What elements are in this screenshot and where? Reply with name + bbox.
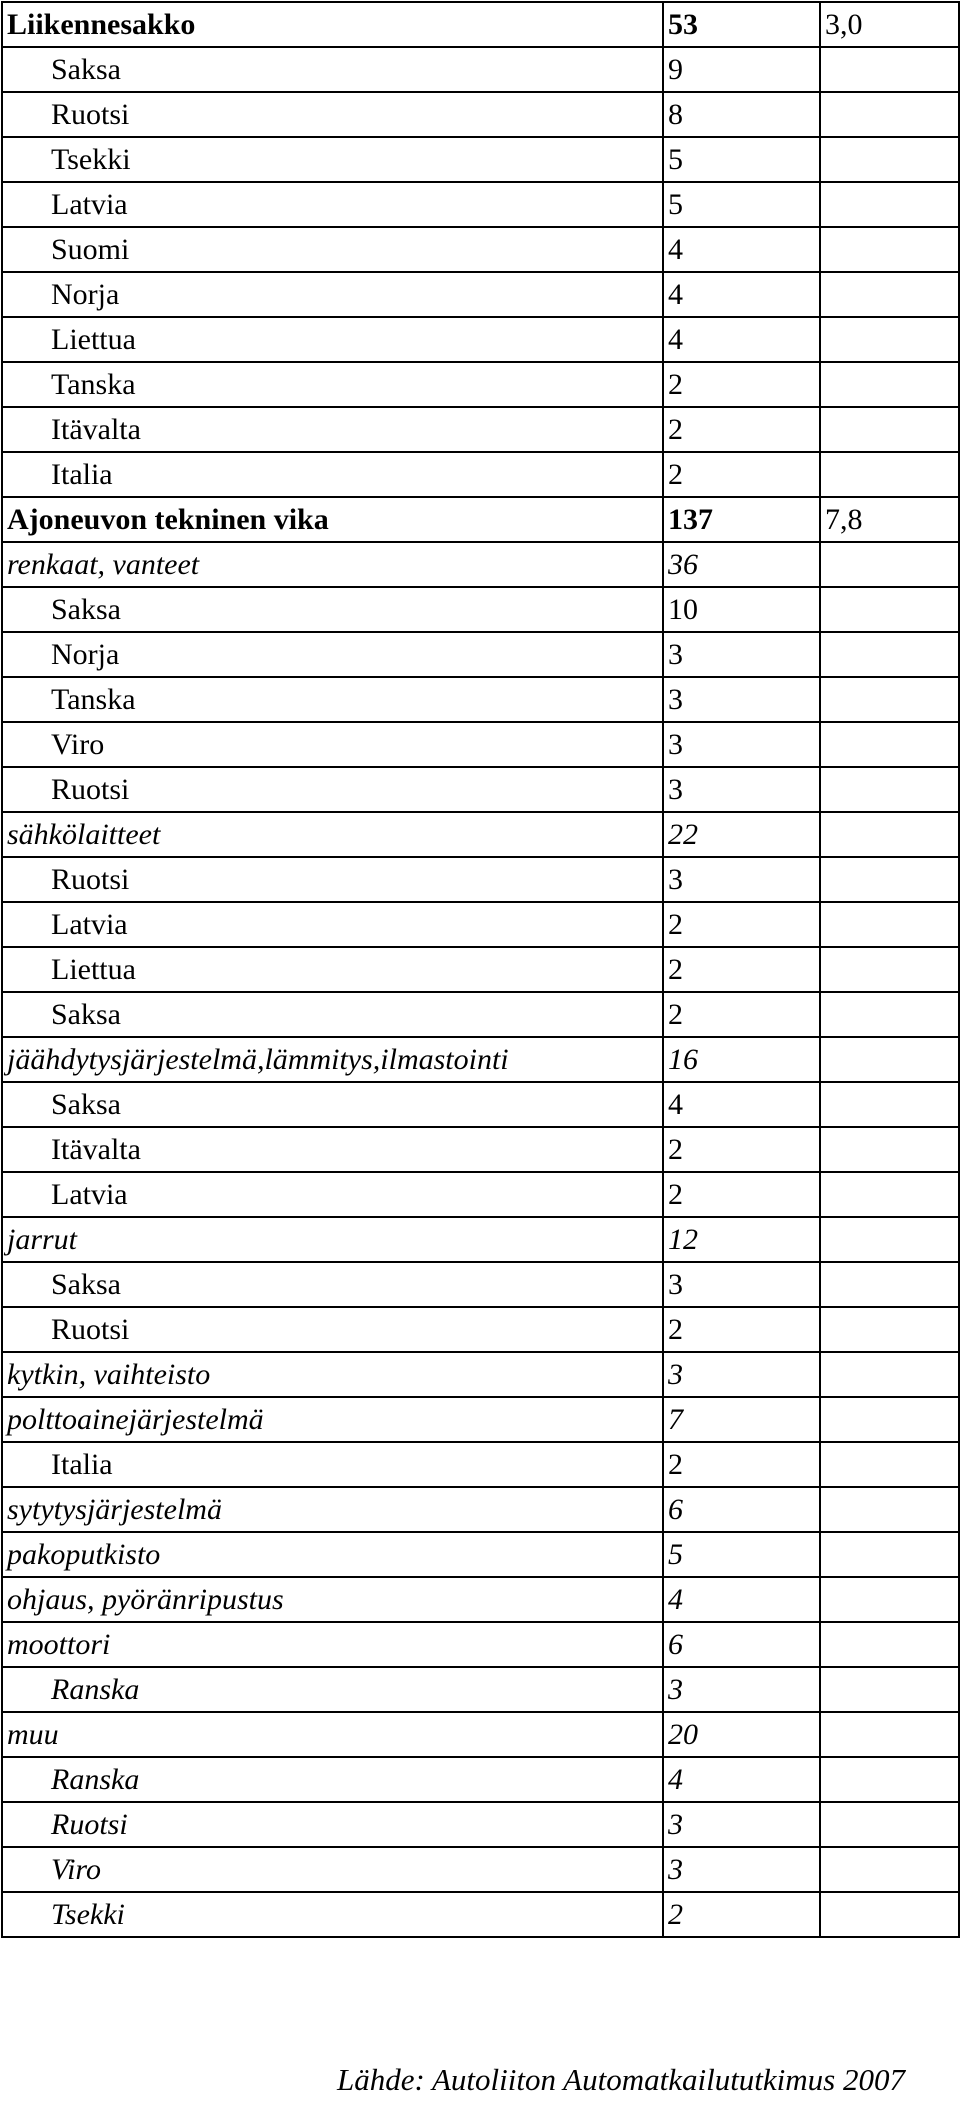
row-percent [820,317,959,362]
row-label: Saksa [2,47,663,92]
row-percent [820,992,959,1037]
row-count: 5 [663,182,820,227]
table-row [2,947,959,992]
row-label: Ruotsi [2,1802,663,1847]
row-percent [820,1757,959,1802]
row-label: Viro [2,1847,663,1892]
row-count: 2 [663,1442,820,1487]
row-percent [820,1712,959,1757]
row-percent [820,1487,959,1532]
table-row [2,1712,959,1757]
row-count: 4 [663,1757,820,1802]
row-label: polttoainejärjestelmä [2,1397,663,1442]
row-percent [820,1667,959,1712]
row-count: 36 [663,542,820,587]
table-row [2,92,959,137]
row-percent [820,272,959,317]
row-count: 2 [663,902,820,947]
row-count: 3 [663,767,820,812]
row-count: 3 [663,1847,820,1892]
row-label: Latvia [2,182,663,227]
row-percent [820,1352,959,1397]
row-label: Norja [2,272,663,317]
row-label: moottori [2,1622,663,1667]
row-percent [820,812,959,857]
row-count: 3 [663,1667,820,1712]
row-percent [820,587,959,632]
table-row [2,317,959,362]
table-row [2,722,959,767]
data-table [1,1,960,1938]
table-row [2,1442,959,1487]
row-label: kytkin, vaihteisto [2,1352,663,1397]
row-count: 3 [663,1352,820,1397]
row-percent [820,722,959,767]
table-row [2,47,959,92]
table-row [2,137,959,182]
table-row [2,1757,959,1802]
table-row [2,542,959,587]
table-row [2,1397,959,1442]
row-count: 2 [663,992,820,1037]
row-count: 2 [663,1892,820,1937]
row-label: sytytysjärjestelmä [2,1487,663,1532]
table-row [2,992,959,1037]
row-count: 2 [663,947,820,992]
row-percent: 3,0 [820,2,959,47]
table-row [2,497,959,542]
row-percent [820,947,959,992]
row-label: Latvia [2,902,663,947]
row-percent [820,542,959,587]
table-row [2,677,959,722]
row-label: renkaat, vanteet [2,542,663,587]
table-row [2,812,959,857]
row-percent [820,1892,959,1937]
table-row [2,182,959,227]
table-row [2,1127,959,1172]
row-percent [820,452,959,497]
row-count: 5 [663,137,820,182]
row-count: 3 [663,632,820,677]
row-count: 20 [663,1712,820,1757]
row-count: 3 [663,677,820,722]
row-count: 137 [663,497,820,542]
table-row [2,227,959,272]
source-note: Lähde: Autoliiton Automatkailututkimus 2007 [336,2062,905,2097]
row-count: 2 [663,452,820,497]
row-count: 4 [663,272,820,317]
row-percent [820,1172,959,1217]
row-label: Ruotsi [2,1307,663,1352]
row-count: 6 [663,1622,820,1667]
table-row [2,407,959,452]
table-row [2,767,959,812]
row-percent [820,1127,959,1172]
row-percent [820,1442,959,1487]
row-label: Saksa [2,587,663,632]
row-count: 3 [663,857,820,902]
row-count: 12 [663,1217,820,1262]
table-row [2,1037,959,1082]
row-percent [820,362,959,407]
row-count: 4 [663,317,820,362]
row-percent [820,407,959,452]
row-count: 2 [663,407,820,452]
row-count: 4 [663,227,820,272]
row-count: 10 [663,587,820,632]
row-percent [820,92,959,137]
row-label: Italia [2,452,663,497]
row-count: 3 [663,1802,820,1847]
row-percent [820,1532,959,1577]
row-label: Saksa [2,1262,663,1307]
row-label: Ranska [2,1667,663,1712]
row-label: Tsekki [2,137,663,182]
table-row [2,1802,959,1847]
table-row [2,1307,959,1352]
row-count: 2 [663,1127,820,1172]
row-count: 5 [663,1532,820,1577]
table-row [2,272,959,317]
table-row [2,1352,959,1397]
row-label: Liikennesakko [2,2,663,47]
row-percent [820,1847,959,1892]
row-label: Italia [2,1442,663,1487]
row-label: Tanska [2,677,663,722]
row-label: muu [2,1712,663,1757]
row-count: 7 [663,1397,820,1442]
row-percent [820,47,959,92]
table-row [2,1172,959,1217]
row-label: jäähdytysjärjestelmä,lämmitys,ilmastointi [2,1037,663,1082]
row-count: 6 [663,1487,820,1532]
row-label: Liettua [2,947,663,992]
row-percent: 7,8 [820,497,959,542]
row-label: Saksa [2,992,663,1037]
row-label: Liettua [2,317,663,362]
table-row [2,632,959,677]
row-percent [820,1037,959,1082]
row-label: sähkölaitteet [2,812,663,857]
row-count: 2 [663,1307,820,1352]
row-label: jarrut [2,1217,663,1262]
row-count: 4 [663,1577,820,1622]
row-percent [820,902,959,947]
row-label: Saksa [2,1082,663,1127]
row-label: ohjaus, pyöränripustus [2,1577,663,1622]
table-row [2,1532,959,1577]
row-percent [820,677,959,722]
row-percent [820,182,959,227]
row-count: 4 [663,1082,820,1127]
row-label: Ajoneuvon tekninen vika [2,497,663,542]
row-label: pakoputkisto [2,1532,663,1577]
row-count: 9 [663,47,820,92]
row-label: Ranska [2,1757,663,1802]
table-row [2,1667,959,1712]
row-percent [820,137,959,182]
row-count: 2 [663,362,820,407]
row-percent [820,1307,959,1352]
row-percent [820,1397,959,1442]
table-row [2,902,959,947]
table-row [2,1082,959,1127]
row-label: Ruotsi [2,857,663,902]
row-count: 2 [663,1172,820,1217]
table-row [2,1487,959,1532]
table-row [2,1577,959,1622]
table-row [2,1217,959,1262]
row-count: 16 [663,1037,820,1082]
row-label: Viro [2,722,663,767]
row-percent [820,1217,959,1262]
row-label: Ruotsi [2,767,663,812]
row-count: 3 [663,722,820,767]
table-row [2,857,959,902]
row-percent [820,632,959,677]
table-body [2,2,959,1937]
table-row [2,1622,959,1667]
row-percent [820,227,959,272]
table-row [2,1262,959,1307]
row-percent [820,1802,959,1847]
table-row [2,452,959,497]
row-percent [820,1577,959,1622]
row-count: 8 [663,92,820,137]
table-row [2,362,959,407]
row-count: 53 [663,2,820,47]
table-row [2,1892,959,1937]
row-label: Itävalta [2,1127,663,1172]
row-percent [820,1082,959,1127]
table-row [2,1847,959,1892]
row-label: Norja [2,632,663,677]
row-label: Ruotsi [2,92,663,137]
row-percent [820,1622,959,1667]
row-percent [820,767,959,812]
row-percent [820,1262,959,1307]
table-row [2,587,959,632]
row-label: Tsekki [2,1892,663,1937]
row-label: Latvia [2,1172,663,1217]
row-count: 3 [663,1262,820,1307]
table-row [2,2,959,47]
row-label: Tanska [2,362,663,407]
row-label: Itävalta [2,407,663,452]
row-percent [820,857,959,902]
row-count: 22 [663,812,820,857]
row-label: Suomi [2,227,663,272]
